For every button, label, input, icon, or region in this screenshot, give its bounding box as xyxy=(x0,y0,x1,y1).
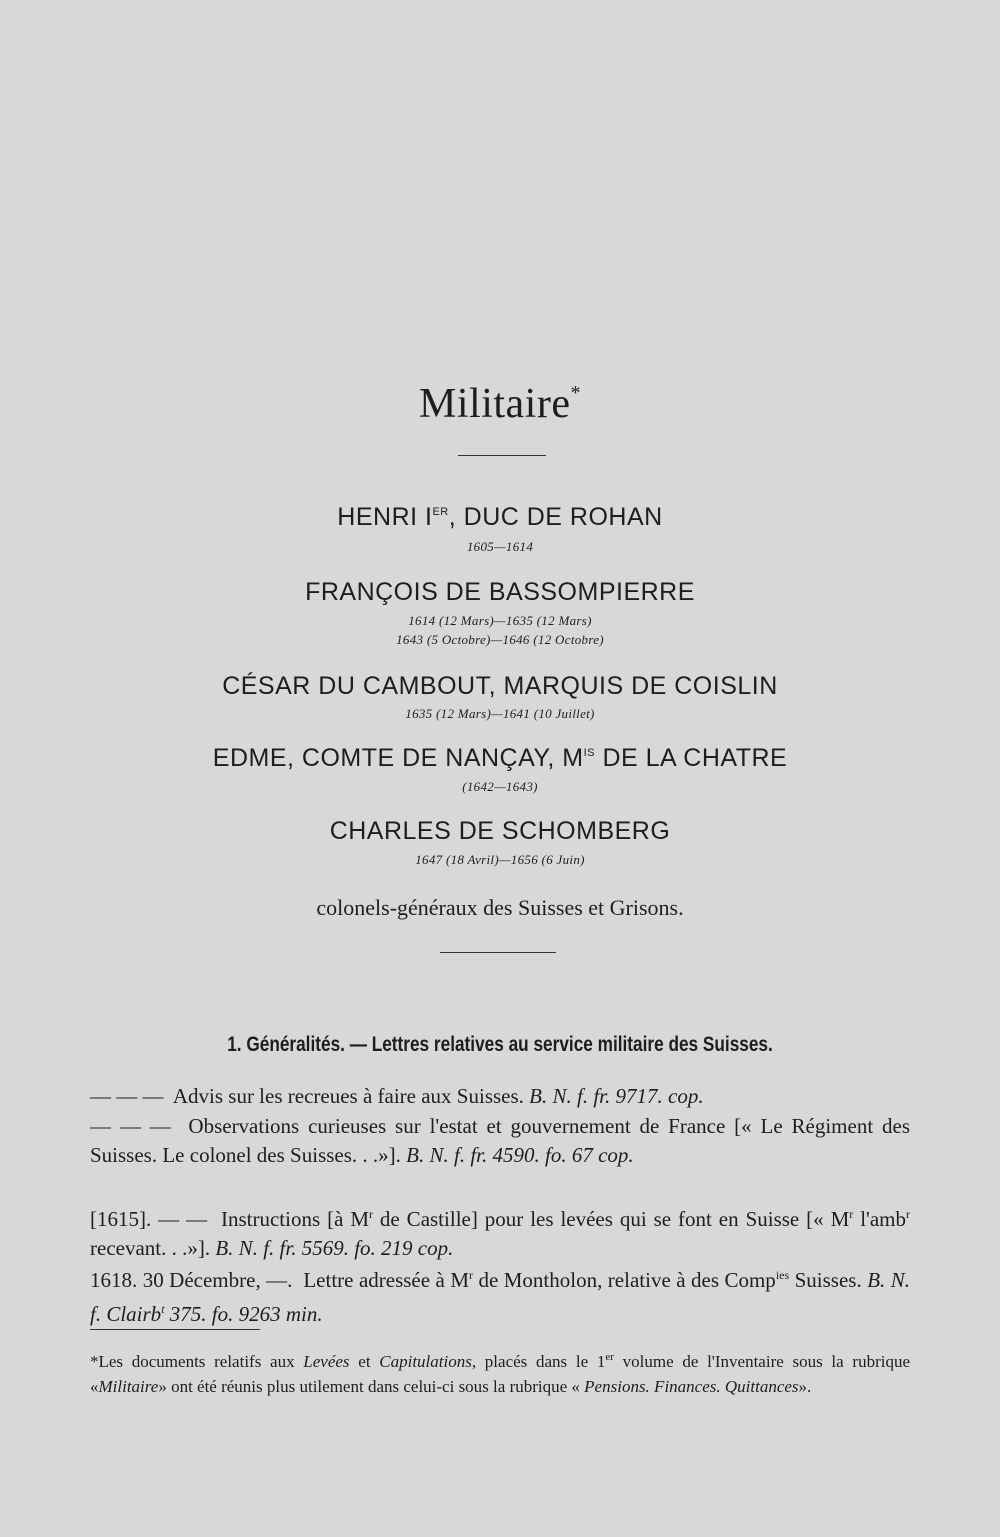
title-divider xyxy=(458,455,546,456)
person-name-bassompierre: FRANÇOIS DE BASSOMPIERRE xyxy=(305,578,695,606)
person-dates: 1605—1614 xyxy=(466,539,534,554)
section-divider xyxy=(440,952,556,953)
person-dates: 1643 (5 Octobre)—1646 (12 Octobre) xyxy=(396,632,604,647)
catalog-entry: 1618. 30 Décembre, —. Lettre adressée à $M^r$ de Montholon, relative à des Comp$^{ies}$ Suisses. B. N. f. Clairb$^t$ 375. fo. 9263 min. xyxy=(90,1268,911,1326)
catalog-entry: — — — Observations curieuses sur l'estat et gouvernement de France [« Le Régiment des Suisses. Le colonel des Suisses. . .»]. B. N. f. fr. 4590. fo. 67 cop. xyxy=(90,1114,910,1167)
person-name-nancay: EDME, COMTE DE NANÇAY, $M^{IS}$ DE LA CHATRE xyxy=(212,744,788,772)
page-title: Militaire* xyxy=(419,381,581,427)
catalog-entry: [1615]. — — Instructions [à $M^r$ de Castille] pour les levées qui se font en Suisse [« $M^r$ l'amb$^r$ recevant. . .»]. B. N. f. fr. 5569. fo. 219 cop. xyxy=(90,1207,910,1260)
footnote: *Les documents relatifs aux Levées et Capitulations, placés dans le 1er volume de l'Inventaire sous la rubrique «Militaire» ont été réunis plus utilement dans celui-ci sous la rubrique « Pensions. Finances. Quittances». xyxy=(90,1351,910,1396)
person-name-schomberg: CHARLES DE SCHOMBERG xyxy=(329,817,671,845)
person-dates: 1614 (12 Mars)—1635 (12 Mars) xyxy=(408,613,592,628)
footnote-divider xyxy=(90,1329,260,1330)
person-dates: (1642—1643) xyxy=(462,779,538,794)
person-dates: 1647 (18 Avril)—1656 (6 Juin) xyxy=(415,852,585,867)
catalog-entry: — — — Advis sur les recreues à faire aux Suisses. B. N. f. fr. 9717. cop. xyxy=(90,1084,704,1108)
person-name-coislin: CÉSAR DU CAMBOUT, MARQUIS DE COISLIN xyxy=(222,672,778,700)
person-name-rohan: HENRI IER, DUC DE ROHAN xyxy=(337,503,663,531)
person-dates: 1635 (12 Mars)—1641 (10 Juillet) xyxy=(405,706,595,721)
section-heading: 1. Généralités. — Lettres relatives au service militaire des Suisses. xyxy=(227,1033,773,1056)
roles-caption: colonels-généraux des Suisses et Grisons. xyxy=(316,895,684,920)
